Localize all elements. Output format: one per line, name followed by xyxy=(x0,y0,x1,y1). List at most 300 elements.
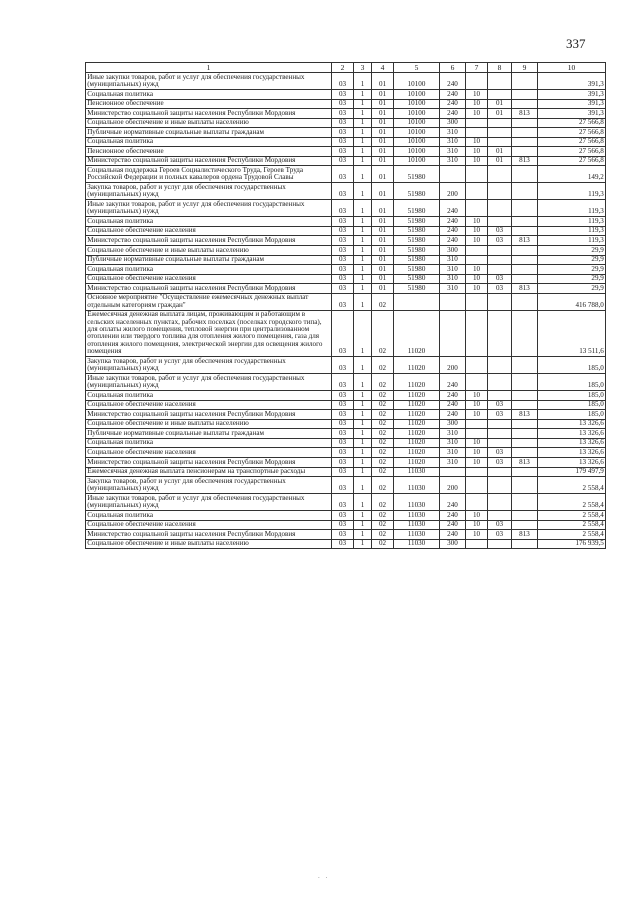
amount-cell: 13 326,6 xyxy=(538,438,606,448)
amount-cell: 119,3 xyxy=(538,226,606,236)
amount-cell: 119,3 xyxy=(538,236,606,246)
amount-cell: 179 497,9 xyxy=(538,467,606,477)
code-cell: 03 xyxy=(332,400,354,410)
amount-cell: 176 939,5 xyxy=(538,539,606,549)
code-cell: 1 xyxy=(354,99,372,109)
code-cell xyxy=(488,438,512,448)
code-cell: 310 xyxy=(440,137,466,147)
code-cell: 310 xyxy=(440,128,466,138)
amount-cell: 13 511,6 xyxy=(538,310,606,356)
code-cell: 1 xyxy=(354,457,372,467)
row-name-cell: Социальное обеспечение и иные выплаты населению xyxy=(86,539,332,549)
code-cell xyxy=(512,183,538,200)
code-cell: 10 xyxy=(466,226,488,236)
code-cell: 240 xyxy=(440,109,466,119)
table-row xyxy=(86,429,606,439)
code-cell: 02 xyxy=(372,357,394,374)
code-cell: 11020 xyxy=(394,357,440,374)
row-name-cell: Ежемесячная денежная выплата пенсионерам на транспортные расходы xyxy=(86,467,332,477)
code-cell: 10100 xyxy=(394,156,440,166)
table-row xyxy=(86,400,606,410)
amount-cell: 2 558,4 xyxy=(538,494,606,511)
code-cell: 02 xyxy=(372,391,394,401)
table-row xyxy=(86,89,606,99)
amount-cell: 119,3 xyxy=(538,183,606,200)
code-cell: 03 xyxy=(332,438,354,448)
row-name-cell: Министерство социальной защиты населения Республики Мордовия xyxy=(86,236,332,246)
code-cell xyxy=(488,539,512,549)
amount-cell: 185,0 xyxy=(538,400,606,410)
code-cell: 10 xyxy=(466,109,488,119)
code-cell: 51980 xyxy=(394,226,440,236)
code-cell xyxy=(488,374,512,391)
code-cell xyxy=(466,183,488,200)
code-cell: 51980 xyxy=(394,265,440,275)
amount-cell: 185,0 xyxy=(538,374,606,391)
code-cell xyxy=(488,200,512,217)
code-cell: 1 xyxy=(354,255,372,265)
code-cell: 10100 xyxy=(394,137,440,147)
table-row xyxy=(86,494,606,511)
column-header: 9 xyxy=(512,63,538,73)
code-cell: 240 xyxy=(440,374,466,391)
code-cell: 03 xyxy=(332,137,354,147)
code-cell: 51980 xyxy=(394,217,440,227)
code-cell xyxy=(512,357,538,374)
code-cell: 03 xyxy=(332,419,354,429)
code-cell: 10 xyxy=(466,510,488,520)
code-cell xyxy=(488,245,512,255)
code-cell xyxy=(512,477,538,494)
amount-cell: 185,0 xyxy=(538,391,606,401)
code-cell: 10 xyxy=(466,438,488,448)
code-cell: 1 xyxy=(354,265,372,275)
code-cell xyxy=(488,118,512,128)
code-cell: 1 xyxy=(354,510,372,520)
code-cell: 1 xyxy=(354,293,372,310)
code-cell: 03 xyxy=(488,284,512,294)
code-cell: 813 xyxy=(512,530,538,540)
row-name-cell: Социальное обеспечение населения xyxy=(86,448,332,458)
code-cell: 03 xyxy=(332,255,354,265)
code-cell: 02 xyxy=(372,467,394,477)
table-row xyxy=(86,255,606,265)
code-cell xyxy=(512,118,538,128)
code-cell xyxy=(488,265,512,275)
table-row xyxy=(86,147,606,157)
code-cell xyxy=(466,467,488,477)
table-body xyxy=(86,73,606,549)
code-cell: 03 xyxy=(488,226,512,236)
code-cell: 02 xyxy=(372,539,394,549)
code-cell: 1 xyxy=(354,448,372,458)
code-cell: 1 xyxy=(354,310,372,356)
amount-cell: 29,9 xyxy=(538,255,606,265)
code-cell: 03 xyxy=(488,530,512,540)
code-cell: 1 xyxy=(354,539,372,549)
table-row xyxy=(86,293,606,310)
code-cell xyxy=(512,265,538,275)
column-header: 6 xyxy=(440,63,466,73)
row-name-cell: Министерство социальной защиты населения Республики Мордовия xyxy=(86,530,332,540)
code-cell: 02 xyxy=(372,293,394,310)
table-row xyxy=(86,274,606,284)
code-cell xyxy=(512,89,538,99)
table-row xyxy=(86,73,606,90)
code-cell: 03 xyxy=(332,274,354,284)
code-cell xyxy=(512,200,538,217)
table-row xyxy=(86,391,606,401)
code-cell: 03 xyxy=(332,310,354,356)
code-cell: 11020 xyxy=(394,374,440,391)
row-name-cell: Основное мероприятие "Осуществление ежемесячных денежных выплат отдельным категориям граждан" xyxy=(86,293,332,310)
code-cell: 01 xyxy=(372,118,394,128)
code-cell: 03 xyxy=(332,530,354,540)
code-cell: 10 xyxy=(466,137,488,147)
code-cell: 02 xyxy=(372,494,394,511)
code-cell: 03 xyxy=(332,156,354,166)
code-cell: 02 xyxy=(372,400,394,410)
row-name-cell: Социальная политика xyxy=(86,438,332,448)
code-cell: 1 xyxy=(354,530,372,540)
code-cell: 10100 xyxy=(394,73,440,90)
code-cell: 310 xyxy=(440,448,466,458)
code-cell: 01 xyxy=(372,128,394,138)
code-cell xyxy=(466,128,488,138)
code-cell: 1 xyxy=(354,147,372,157)
code-cell: 1 xyxy=(354,357,372,374)
code-cell: 813 xyxy=(512,156,538,166)
table-row xyxy=(86,374,606,391)
code-cell xyxy=(512,494,538,511)
code-cell xyxy=(512,520,538,530)
code-cell: 240 xyxy=(440,89,466,99)
code-cell: 01 xyxy=(372,156,394,166)
code-cell: 03 xyxy=(332,99,354,109)
code-cell xyxy=(512,310,538,356)
page-number: 337 xyxy=(566,36,586,51)
code-cell xyxy=(488,128,512,138)
code-cell: 1 xyxy=(354,429,372,439)
code-cell: 200 xyxy=(440,183,466,200)
table-row xyxy=(86,539,606,549)
code-cell xyxy=(512,99,538,109)
code-cell: 240 xyxy=(440,400,466,410)
code-cell: 02 xyxy=(372,457,394,467)
code-cell xyxy=(512,510,538,520)
code-cell: 240 xyxy=(440,200,466,217)
code-cell: 01 xyxy=(372,236,394,246)
row-name-cell: Социальное обеспечение и иные выплаты населению xyxy=(86,118,332,128)
code-cell: 10 xyxy=(466,457,488,467)
code-cell: 51980 xyxy=(394,255,440,265)
code-cell: 51980 xyxy=(394,236,440,246)
code-cell xyxy=(512,274,538,284)
code-cell: 11030 xyxy=(394,494,440,511)
code-cell: 03 xyxy=(332,357,354,374)
code-cell xyxy=(512,217,538,227)
code-cell xyxy=(466,293,488,310)
table-row xyxy=(86,419,606,429)
code-cell: 310 xyxy=(440,284,466,294)
table-row xyxy=(86,128,606,138)
table-row xyxy=(86,200,606,217)
row-name-cell: Публичные нормативные социальные выплаты гражданам xyxy=(86,429,332,439)
row-name-cell: Публичные нормативные социальные выплаты гражданам xyxy=(86,128,332,138)
code-cell: 03 xyxy=(488,236,512,246)
code-cell: 03 xyxy=(332,200,354,217)
row-name-cell: Социальная политика xyxy=(86,391,332,401)
code-cell xyxy=(512,293,538,310)
code-cell: 02 xyxy=(372,419,394,429)
code-cell xyxy=(488,89,512,99)
code-cell: 1 xyxy=(354,128,372,138)
code-cell: 240 xyxy=(440,73,466,90)
code-cell: 300 xyxy=(440,419,466,429)
code-cell: 02 xyxy=(372,429,394,439)
code-cell: 813 xyxy=(512,410,538,420)
code-cell: 813 xyxy=(512,109,538,119)
table-row xyxy=(86,467,606,477)
code-cell: 1 xyxy=(354,419,372,429)
table-row xyxy=(86,265,606,275)
code-cell xyxy=(512,147,538,157)
code-cell: 1 xyxy=(354,467,372,477)
code-cell: 10 xyxy=(466,400,488,410)
code-cell: 02 xyxy=(372,510,394,520)
row-name-cell: Ежемесячная денежная выплата лицам, проживающим и работающим в сельских населенных пунктах, рабочих поселках (поселках городского типа), для оплаты жилого помещения, тепловой энергии при централизованном отоплении или твердого топлива для отопления жилого помещения, газа для отопления жилого помещения, электрической энергии для освещения жилого помещения xyxy=(86,310,332,356)
row-name-cell: Министерство социальной защиты населения Республики Мордовия xyxy=(86,457,332,467)
table-row xyxy=(86,137,606,147)
code-cell: 11020 xyxy=(394,457,440,467)
code-cell: 11030 xyxy=(394,530,440,540)
code-cell xyxy=(466,539,488,549)
amount-cell: 27 566,8 xyxy=(538,156,606,166)
row-name-cell: Социальная поддержка Героев Социалистического Труда, Героев Труда Российской Федерации и полных кавалеров ордена Трудовой Славы xyxy=(86,166,332,183)
code-cell xyxy=(512,374,538,391)
code-cell: 03 xyxy=(332,89,354,99)
code-cell: 01 xyxy=(372,137,394,147)
amount-cell: 391,3 xyxy=(538,89,606,99)
code-cell: 10 xyxy=(466,265,488,275)
code-cell: 310 xyxy=(440,429,466,439)
table-row xyxy=(86,530,606,540)
code-cell: 11030 xyxy=(394,467,440,477)
code-cell: 1 xyxy=(354,226,372,236)
code-cell: 240 xyxy=(440,99,466,109)
code-cell: 03 xyxy=(332,467,354,477)
code-cell xyxy=(512,438,538,448)
code-cell xyxy=(466,357,488,374)
code-cell: 11020 xyxy=(394,419,440,429)
row-name-cell: Социальное обеспечение населения xyxy=(86,520,332,530)
row-name-cell: Социальная политика xyxy=(86,510,332,520)
code-cell: 310 xyxy=(440,147,466,157)
code-cell: 1 xyxy=(354,400,372,410)
amount-cell: 13 326,6 xyxy=(538,448,606,458)
code-cell xyxy=(512,400,538,410)
code-cell xyxy=(466,477,488,494)
code-cell: 11020 xyxy=(394,310,440,356)
code-cell: 02 xyxy=(372,374,394,391)
amount-cell: 13 326,6 xyxy=(538,457,606,467)
code-cell: 01 xyxy=(372,255,394,265)
code-cell: 01 xyxy=(372,217,394,227)
row-name-cell: Пенсионное обеспечение xyxy=(86,99,332,109)
code-cell: 10100 xyxy=(394,147,440,157)
code-cell: 240 xyxy=(440,391,466,401)
code-cell: 11030 xyxy=(394,510,440,520)
code-cell xyxy=(440,467,466,477)
code-cell: 300 xyxy=(440,118,466,128)
code-cell: 03 xyxy=(488,400,512,410)
code-cell: 1 xyxy=(354,520,372,530)
code-cell: 10 xyxy=(466,99,488,109)
amount-cell: 119,3 xyxy=(538,217,606,227)
code-cell: 10100 xyxy=(394,99,440,109)
code-cell xyxy=(488,467,512,477)
code-cell: 02 xyxy=(372,477,394,494)
code-cell: 1 xyxy=(354,73,372,90)
code-cell xyxy=(466,255,488,265)
code-cell: 03 xyxy=(332,245,354,255)
amount-cell: 29,9 xyxy=(538,274,606,284)
code-cell: 10 xyxy=(466,147,488,157)
table-row xyxy=(86,477,606,494)
code-cell xyxy=(512,245,538,255)
column-header: 3 xyxy=(354,63,372,73)
code-cell: 03 xyxy=(488,410,512,420)
code-cell: 1 xyxy=(354,284,372,294)
code-cell xyxy=(512,467,538,477)
amount-cell: 2 558,4 xyxy=(538,520,606,530)
column-header: 8 xyxy=(488,63,512,73)
code-cell xyxy=(466,419,488,429)
table-row xyxy=(86,457,606,467)
code-cell xyxy=(466,245,488,255)
code-cell: 51980 xyxy=(394,284,440,294)
code-cell xyxy=(440,293,466,310)
code-cell: 03 xyxy=(332,128,354,138)
code-cell xyxy=(466,200,488,217)
code-cell: 1 xyxy=(354,118,372,128)
code-cell: 03 xyxy=(332,374,354,391)
code-cell: 1 xyxy=(354,374,372,391)
code-cell: 1 xyxy=(354,183,372,200)
table-row xyxy=(86,410,606,420)
code-cell: 03 xyxy=(332,539,354,549)
code-cell: 11030 xyxy=(394,477,440,494)
budget-table xyxy=(85,62,606,549)
code-cell: 10100 xyxy=(394,118,440,128)
code-cell xyxy=(512,255,538,265)
code-cell: 03 xyxy=(332,183,354,200)
code-cell: 1 xyxy=(354,200,372,217)
amount-cell: 2 558,4 xyxy=(538,530,606,540)
code-cell: 51980 xyxy=(394,200,440,217)
amount-cell: 185,0 xyxy=(538,357,606,374)
code-cell: 11020 xyxy=(394,391,440,401)
code-cell xyxy=(488,357,512,374)
row-name-cell: Социальная политика xyxy=(86,137,332,147)
code-cell: 10 xyxy=(466,410,488,420)
code-cell: 01 xyxy=(488,109,512,119)
table-row xyxy=(86,166,606,183)
code-cell: 01 xyxy=(372,245,394,255)
code-cell: 310 xyxy=(440,457,466,467)
code-cell: 11030 xyxy=(394,539,440,549)
amount-cell: 119,3 xyxy=(538,200,606,217)
code-cell: 01 xyxy=(372,166,394,183)
code-cell: 1 xyxy=(354,236,372,246)
code-cell: 10 xyxy=(466,530,488,540)
table-row xyxy=(86,284,606,294)
code-cell: 10100 xyxy=(394,128,440,138)
code-cell: 02 xyxy=(372,448,394,458)
code-cell: 1 xyxy=(354,137,372,147)
code-cell: 1 xyxy=(354,156,372,166)
code-cell: 1 xyxy=(354,477,372,494)
code-cell: 01 xyxy=(372,109,394,119)
code-cell xyxy=(512,73,538,90)
row-name-cell: Публичные нормативные социальные выплаты гражданам xyxy=(86,255,332,265)
code-cell xyxy=(488,293,512,310)
code-cell: 300 xyxy=(440,245,466,255)
row-name-cell: Иные закупки товаров, работ и услуг для обеспечения государственных (муниципальных) нужд xyxy=(86,494,332,511)
amount-cell: 29,9 xyxy=(538,245,606,255)
row-name-cell: Закупка товаров, работ и услуг для обеспечения государственных (муниципальных) нужд xyxy=(86,357,332,374)
code-cell: 11020 xyxy=(394,438,440,448)
row-name-cell: Социальное обеспечение и иные выплаты населению xyxy=(86,245,332,255)
code-cell: 03 xyxy=(332,477,354,494)
row-name-cell: Социальная политика xyxy=(86,217,332,227)
code-cell: 51980 xyxy=(394,183,440,200)
code-cell: 200 xyxy=(440,357,466,374)
amount-cell: 391,3 xyxy=(538,73,606,90)
code-cell: 240 xyxy=(440,494,466,511)
table-row xyxy=(86,310,606,356)
code-cell: 51980 xyxy=(394,166,440,183)
code-cell xyxy=(488,137,512,147)
table-row xyxy=(86,438,606,448)
code-cell: 1 xyxy=(354,410,372,420)
row-name-cell: Социальное обеспечение населения xyxy=(86,400,332,410)
code-cell: 03 xyxy=(332,284,354,294)
code-cell xyxy=(512,391,538,401)
amount-cell: 391,3 xyxy=(538,99,606,109)
code-cell xyxy=(512,419,538,429)
code-cell: 1 xyxy=(354,89,372,99)
code-cell xyxy=(488,73,512,90)
code-cell: 02 xyxy=(372,520,394,530)
code-cell: 03 xyxy=(488,274,512,284)
code-cell: 10 xyxy=(466,391,488,401)
code-cell: 310 xyxy=(440,265,466,275)
table-row xyxy=(86,520,606,530)
code-cell xyxy=(466,374,488,391)
amount-cell: 185,0 xyxy=(538,410,606,420)
code-cell: 01 xyxy=(372,73,394,90)
code-cell xyxy=(466,118,488,128)
code-cell: 03 xyxy=(332,217,354,227)
code-cell: 300 xyxy=(440,539,466,549)
code-cell: 10100 xyxy=(394,89,440,99)
table-row xyxy=(86,226,606,236)
code-cell xyxy=(488,419,512,429)
code-cell xyxy=(466,166,488,183)
row-name-cell: Социальная политика xyxy=(86,265,332,275)
code-cell: 10 xyxy=(466,89,488,99)
